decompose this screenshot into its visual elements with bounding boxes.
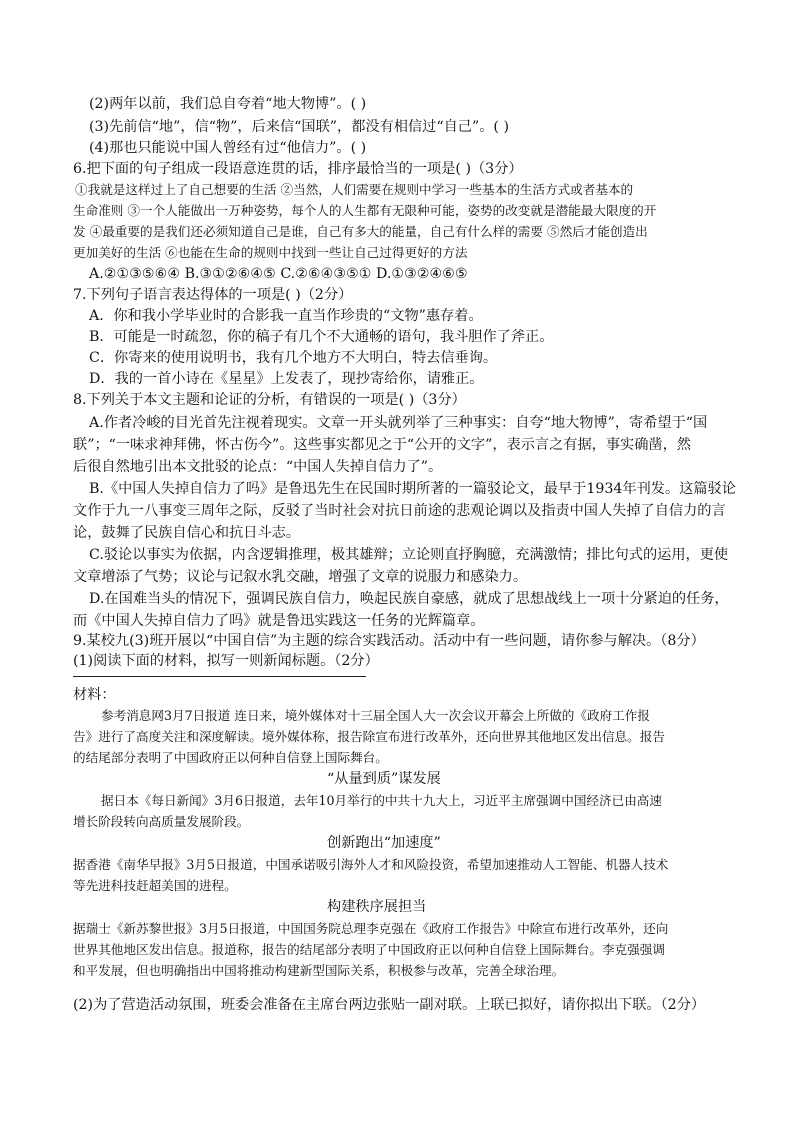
material-para-3-cont: 世界其他地区发出信息。报道称，报告的结尾部分表明了中国政府正以何种自信登上国际舞台。李克强强调 (73, 942, 665, 957)
q8-option-a-cont: 后很自然地引出本文批驳的论点：“中国人失掉自信力了”。 (73, 459, 443, 475)
q7-option-c: C．你寄来的使用说明书，我有几个地方不大明白，特去信垂询。 (89, 350, 498, 366)
q8-option-d-cont: 而《中国人失掉自信力了吗》就是鲁迅实践这一任务的光辉篇章。 (73, 613, 485, 629)
q7-option-b: B．可能是一时疏忽，你的稿子有几个不大通畅的语句，我斗胆作了斧正。 (89, 329, 554, 345)
q6-stem: 6.把下面的句子组成一段语意连贯的话，排序最恰当的一项是( )（3分） (73, 161, 523, 177)
answer-line (73, 676, 366, 677)
material-label: 材料： (73, 687, 116, 703)
material-heading-1: “从量到质”谋发展 (327, 771, 441, 787)
material-para-1: 据日本《每日新闻》3月6日报道，去年10月举行的中共十九大上，习近平主席强调中国经济已由高速 (101, 793, 662, 808)
q8-option-b: B.《中国人失掉自信力了吗》是鲁迅先生在民国时期所著的一篇驳论文，最早于1934年刊发。这篇驳论 (89, 481, 736, 497)
material-para-2: 据香港《南华早报》3月5日报道，中国承诺吸引海外人才和风险投资，希望加速推动人工智能、机器人技术 (73, 857, 669, 872)
material-heading-2: 创新跑出“加速度” (327, 835, 441, 851)
material-para-3-cont: 和平发展，但也明确指出中国将推动构建新型国际关系，积极参与改革，完善全球治理。 (73, 963, 565, 978)
q8-option-c: C.驳论以事实为依据，内含逻辑推理，极其雄辩；立论则直抒胸臆，充满激情；排比句式的运用，更使 (89, 547, 729, 563)
q7-option-d: D．我的一首小诗在《星星》上发表了，现抄寄给你，请雅正。 (89, 371, 484, 387)
q9-part-2: (2)为了营造活动氛围，班委会准备在主席台两边张贴一副对联。上联已拟好，请你拟出下联。（2分） (73, 997, 706, 1013)
q6-passage-line: 更加美好的生活 ⑥也能在生命的规则中找到一些让自己过得更好的方法 (73, 245, 468, 260)
material-intro: 参考消息网3月7日报道 连日来，境外媒体对十三届全国人大一次会议开幕会上所做的《政府工作报 (101, 708, 650, 723)
q5-item-3: (3)先前信“地”，信“物”，后来信“国联”，都没有相信过“自己”。( ) (89, 119, 510, 135)
q8-stem: 8.下列关于本文主题和论证的分析，有错误的一项是( )（3分） (73, 392, 466, 408)
q7-option-a: A．你和我小学毕业时的合影我一直当作珍贵的“文物”惠存着。 (89, 308, 483, 324)
q5-item-4: (4)那也只能说中国人曾经有过“他信力”。( ) (89, 140, 367, 156)
q7-stem: 7.下列句子语言表达得体的一项是( )（2分） (73, 287, 353, 303)
q8-option-b-cont: 文作于九一八事变三周年之际，反驳了当时社会对抗日前途的悲观论调以及指责中国人失掉了自信力的言 (73, 503, 726, 519)
q6-passage-line: ①我就是这样过上了自己想要的生活 ②当然，人们需要在规则中学习一些基本的生活方式或者基本的 (75, 182, 634, 197)
material-para-1-cont: 增长阶段转向高质量发展阶段。 (73, 814, 250, 829)
q6-passage-line: 生命准则 ③一个人能做出一万种姿势，每个人的人生都有无限种可能，姿势的改变就是潜能最大限度的开 (73, 203, 657, 218)
q8-option-d: D.在国难当头的情况下，强调民族自信力，唤起民族自豪感，就成了思想战线上一项十分紧迫的任务， (89, 591, 729, 607)
q6-options: A.②①③⑤⑥④ B.③①②⑥④⑤ C.②⑥④③⑤① D.①③②④⑥⑤ (89, 266, 468, 282)
material-para-3: 据瑞士《新苏黎世报》3月5日报道，中国国务院总理李克强在《政府工作报告》中除宣布进行改革外，还向 (73, 921, 669, 936)
q8-option-b-cont: 论，鼓舞了民族自信心和抗日斗志。 (73, 525, 301, 541)
material-heading-3: 构建秩序展担当 (327, 899, 427, 915)
material-intro-cont: 的结尾部分表明了中国政府正以何种自信登上国际舞台。 (73, 750, 388, 765)
material-intro-cont: 告》进行了高度关注和深度解读。境外媒体称，报告除宣布进行改革外，还向世界其他地区发出信息。报告 (73, 729, 665, 744)
q5-item-2: (2)两年以前，我们总自夸着“地大物博”。( ) (89, 96, 367, 112)
q9-part-1: (1)阅读下面的材料，拟写一则新闻标题。（2分） (73, 653, 379, 669)
q9-stem: 9.某校九(3)班开展以“中国自信”为主题的综合实践活动。活动中有一些问题，请你参与解决。（8分） (73, 633, 705, 649)
material-para-2-cont: 等先进科技赶超美国的进程。 (73, 878, 237, 893)
q6-passage-line: 发 ④最重要的是我们还必须知道自己是谁，自己有多大的能量，自己有什么样的需要 ⑤然后才能创造出 (73, 224, 648, 239)
q8-option-a: A.作者冷峻的目光首先注视着现实。文章一开头就列举了三种事实：自夸“地大物博”，寄希望于“国 (89, 415, 708, 431)
q8-option-c-cont: 文章增添了气势；议论与记叙水乳交融，增强了文章的说服力和感染力。 (73, 569, 528, 585)
q8-option-a-cont: 联”；“一味求神拜佛，怀古伤今”。这些事实都见之于“公开的文字”，表示言之有据，事实确凿，然 (73, 437, 691, 453)
